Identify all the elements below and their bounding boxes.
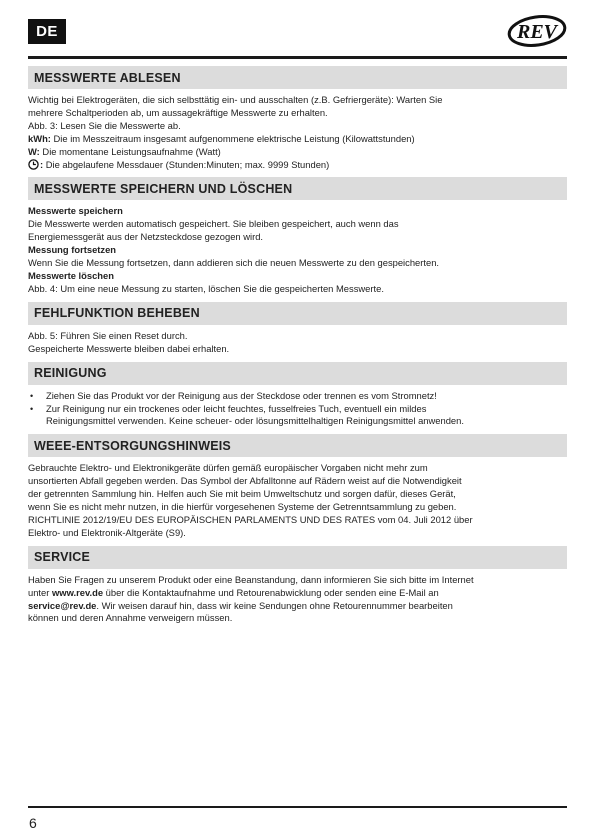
paragraph-line: Haben Sie Fragen zu unserem Produkt oder eine Beanstandung, dann informieren Sie sich bitte im Internet bbox=[28, 573, 474, 585]
section-messwerte-ablesen bbox=[28, 66, 567, 171]
section-title: MESSWERTE ABLESEN bbox=[28, 66, 567, 89]
subheading: Messwerte löschen bbox=[28, 269, 114, 281]
paragraph-line: Elektro- und Elektronik-Altgeräte (S9). bbox=[28, 526, 186, 538]
list-item bbox=[28, 403, 567, 429]
section-title: FEHLFUNKTION BEHEBEN bbox=[28, 302, 567, 325]
kwh-line bbox=[28, 133, 567, 146]
page-content bbox=[28, 66, 567, 631]
paragraph-line: der getrennten Sammlung hin. Helfen auch Sie mit beim Umweltschutz und sorgen dafür, dieses Gerät, bbox=[28, 488, 456, 500]
subheading: Messwerte speichern bbox=[28, 205, 123, 217]
bullet-list bbox=[28, 390, 567, 429]
section-messwerte-speichern bbox=[28, 177, 567, 295]
section-title: SERVICE bbox=[28, 546, 567, 569]
paragraph-line: Abb. 4: Um eine neue Messung zu starten, löschen Sie die gespeicherten Messwerte. bbox=[28, 282, 384, 294]
rev-logo bbox=[506, 13, 568, 49]
section-body bbox=[28, 569, 567, 626]
bullet-text: Reinigungsmittel verwenden. Keine scheuer- oder lösungsmittelhaltigen Reinigungsmittel anwenden. bbox=[46, 415, 464, 427]
paragraph-line: mehrere Schaltperioden ab, um aussagekräftige Messwerte zu erhalten. bbox=[28, 106, 328, 118]
footer-rule bbox=[28, 806, 567, 808]
section-title: REINIGUNG bbox=[28, 362, 567, 385]
text-fragment: unter bbox=[28, 586, 52, 598]
paragraph-line: Abb. 3: Lesen Sie die Messwerte ab. bbox=[28, 119, 181, 131]
svg-text:REV: REV bbox=[516, 21, 558, 43]
duration-text: Die abgelaufene Messdauer (Stunden:Minuten; max. 9999 Stunden) bbox=[43, 158, 330, 170]
email-link[interactable]: service@rev.de bbox=[28, 599, 97, 611]
watt-text: Die momentane Leistungsaufnahme (Watt) bbox=[39, 145, 221, 157]
section-title: WEEE-ENTSORGUNGSHINWEIS bbox=[28, 434, 567, 457]
paragraph-line: unsortierten Abfall gegeben werden. Das Symbol der Abfalltonne auf Rädern weist auf die Notwendigkeit bbox=[28, 475, 462, 487]
section-body bbox=[28, 89, 567, 171]
paragraph-line: Die Messwerte werden automatisch gespeichert. Sie bleiben gespeichert, auch wenn das bbox=[28, 218, 399, 230]
section-body bbox=[28, 385, 567, 429]
section-body bbox=[28, 200, 567, 295]
paragraph-line: Gebrauchte Elektro- und Elektronikgeräte dürfen gemäß europäischer Vorgaben nicht mehr zum bbox=[28, 462, 428, 474]
duration-line bbox=[28, 159, 567, 172]
paragraph-line: Energiemessgerät aus der Netzsteckdose gezogen wird. bbox=[28, 231, 264, 243]
clock-icon bbox=[28, 159, 39, 170]
section-body bbox=[28, 325, 567, 356]
paragraph-line: Wichtig bei Elektrogeräten, die sich selbsttätig ein- und ausschalten (z.B. Gefriergeräte): Warten Sie bbox=[28, 94, 443, 105]
header-rule bbox=[28, 56, 567, 59]
bullet-text: • Zur Reinigung nur ein trockenes oder leicht feuchtes, fusselfreies Tuch, eventuell ein mildes bbox=[46, 402, 427, 414]
subheading: Messung fortsetzen bbox=[28, 244, 117, 256]
text-fragment: über die Kontaktaufnahme und Retourenabwicklung oder senden eine E-Mail an bbox=[103, 586, 439, 598]
page-number: 6 bbox=[29, 815, 37, 831]
duration-label: : bbox=[40, 158, 44, 170]
list-item bbox=[28, 390, 567, 403]
watt-label: W: bbox=[28, 145, 40, 157]
paragraph-line: können und deren Annahme verweigern müssen. bbox=[28, 612, 233, 624]
paragraph-line bbox=[28, 587, 567, 600]
paragraph-line: Wenn Sie die Messung fortsetzen, dann addieren sich die neuen Messwerte zu den gespeicherten. bbox=[28, 257, 440, 269]
language-badge: DE bbox=[28, 19, 66, 44]
watt-line bbox=[28, 146, 567, 159]
section-weee bbox=[28, 434, 567, 539]
section-body bbox=[28, 457, 567, 539]
paragraph-line: Gespeicherte Messwerte bleiben dabei erhalten. bbox=[28, 342, 230, 354]
paragraph-line: wenn Sie es nicht mehr nutzen, in die hierfür vorgesehenen Systeme der Getrenntsammlung zu geben. bbox=[28, 501, 457, 513]
website-link[interactable]: www.rev.de bbox=[51, 586, 104, 598]
section-title: MESSWERTE SPEICHERN UND LÖSCHEN bbox=[28, 177, 567, 200]
paragraph-line bbox=[28, 600, 567, 613]
paragraph-line: Abb. 5: Führen Sie einen Reset durch. bbox=[28, 329, 188, 341]
section-fehlfunktion bbox=[28, 302, 567, 356]
bullet-text: Ziehen Sie das Produkt vor der Reinigung aus der Steckdose oder trennen es vom Stromnetz! bbox=[46, 389, 437, 401]
section-reinigung bbox=[28, 362, 567, 429]
section-service bbox=[28, 546, 567, 626]
paragraph-line: RICHTLINIE 2012/19/EU DES EUROPÄISCHEN PARLAMENTS UND DES RATES vom 04. Juli 2012 über bbox=[28, 513, 473, 525]
kwh-text: Die im Messzeitraum insgesamt aufgenommene elektrische Leistung (Kilowattstunden) bbox=[50, 132, 415, 144]
kwh-label: kWh: bbox=[28, 132, 51, 144]
text-fragment: . Wir weisen darauf hin, dass wir keine Sendungen ohne Retourennummer bearbeiten bbox=[96, 599, 453, 611]
